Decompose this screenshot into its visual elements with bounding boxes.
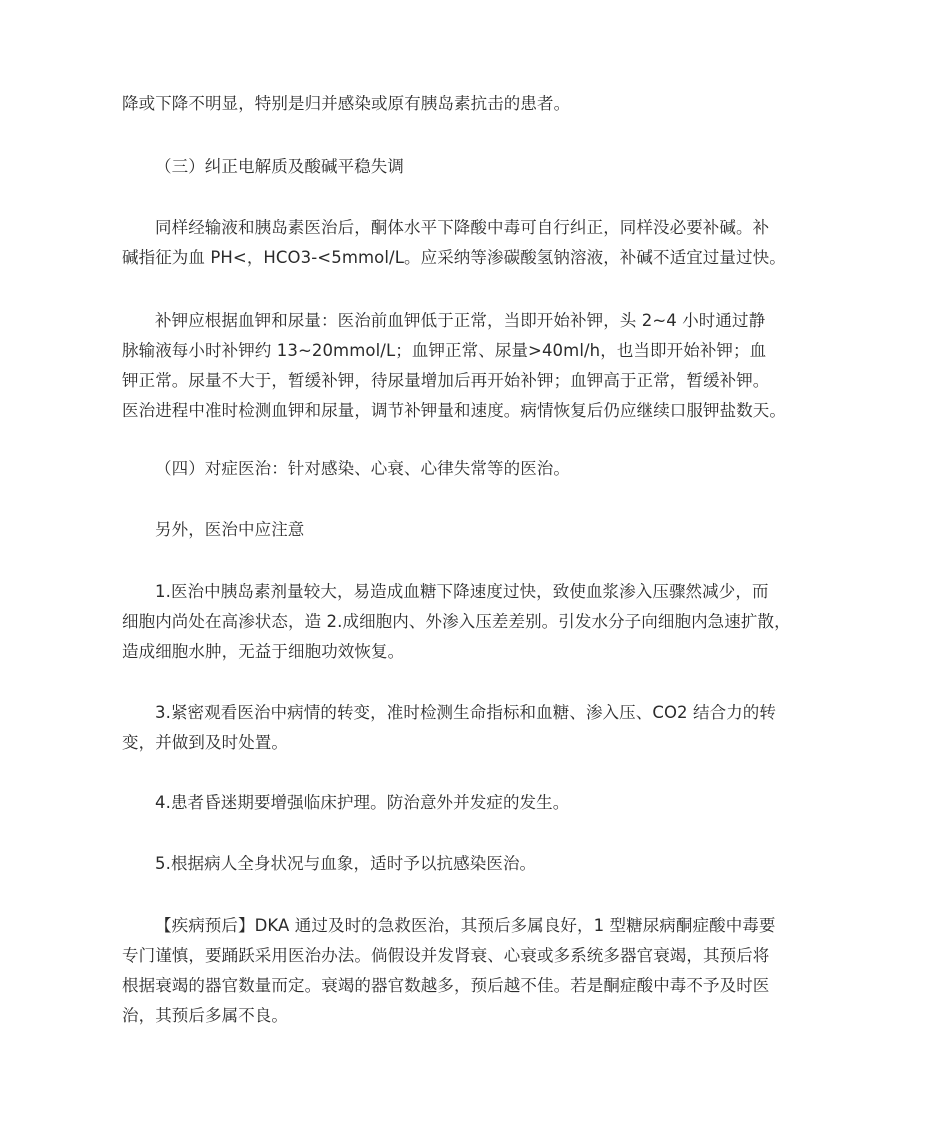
- text-line: 3.紧密观看医治中病情的转变，准时检测生命指标和血糖、渗入压、CO2 结合力的转: [155, 703, 776, 722]
- heading-line: （四）对症医治：针对感染、心衰、心律失常等的医治。: [155, 459, 570, 478]
- paragraph-note-4: [122, 788, 834, 818]
- text-line: 医治进程中准时检测血钾和尿量，调节补钾量和速度。病情恢复后仍应继续口服钾盐数天。: [122, 401, 786, 420]
- text-line: 脉输液每小时补钾约 13~20mmol/L；血钾正常、尿量>40ml/h，也当即开始补钾；血: [122, 341, 767, 360]
- text-line: 【疾病预后】DKA 通过及时的急救医治，其预后多属良好，1 型糖尿病酮症酸中毒要: [155, 916, 776, 935]
- paragraph-note-1: [122, 577, 834, 667]
- section-heading-electrolyte: [122, 152, 834, 182]
- text-line: 1.医治中胰岛素剂量较大，易造成血糖下降速度过快，致使血浆渗入压骤然减少，而: [155, 582, 769, 601]
- text-line: 细胞内尚处在高渗状态，造 2.成细胞内、外渗入压差差别。引发水分子向细胞内急速扩散，: [122, 612, 791, 631]
- section-heading-symptomatic: [122, 454, 834, 484]
- text-line: 另外，医治中应注意: [155, 520, 305, 539]
- text-line: 同样经输液和胰岛素医治后，酮体水平下降酸中毒可自行纠正，同样没必要补碱。补: [155, 218, 770, 237]
- text-line: 专门谨慎，要踊跃采用医治办法。倘假设并发肾衰、心衰或多系统多器官衰竭，其预后将: [122, 946, 770, 965]
- paragraph-prognosis: [122, 911, 834, 1031]
- text-line: 治，其预后多属不良。: [122, 1006, 288, 1025]
- text-line: 碱指征为血 PH<，HCO3-<5mmol/L。应采纳等渗碳酸氢钠溶液，补碱不适宜过量过快。: [122, 248, 786, 267]
- paragraph-potassium: [122, 306, 834, 426]
- paragraph-note-3: [122, 698, 834, 758]
- paragraph-continuation: [122, 89, 834, 119]
- paragraph-note-5: [122, 849, 834, 879]
- text-line: 钾正常。尿量不大于，暂缓补钾，待尿量增加后再开始补钾；血钾高于正常，暂缓补钾。: [122, 371, 770, 390]
- paragraph-notes-intro: [122, 515, 834, 545]
- text-line: 根据衰竭的器官数量而定。衰竭的器官数越多，预后越不佳。若是酮症酸中毒不予及时医: [122, 976, 770, 995]
- text-line: 降或下降不明显，特别是归并感染或原有胰岛素抗击的患者。: [122, 94, 571, 113]
- text-line: 4.患者昏迷期要增强临床护理。防治意外并发症的发生。: [155, 793, 570, 812]
- text-line: 补钾应根据血钾和尿量：医治前血钾低于正常，当即开始补钾，头 2~4 小时通过静: [155, 311, 766, 330]
- text-line: 5.根据病人全身状况与血象，适时予以抗感染医治。: [155, 854, 537, 873]
- paragraph-alkali: [122, 213, 834, 273]
- text-line: 变，并做到及时处置。: [122, 733, 288, 752]
- text-line: 造成细胞水肿，无益于细胞功效恢复。: [122, 642, 405, 661]
- heading-line: （三）纠正电解质及酸碱平稳失调: [155, 157, 404, 176]
